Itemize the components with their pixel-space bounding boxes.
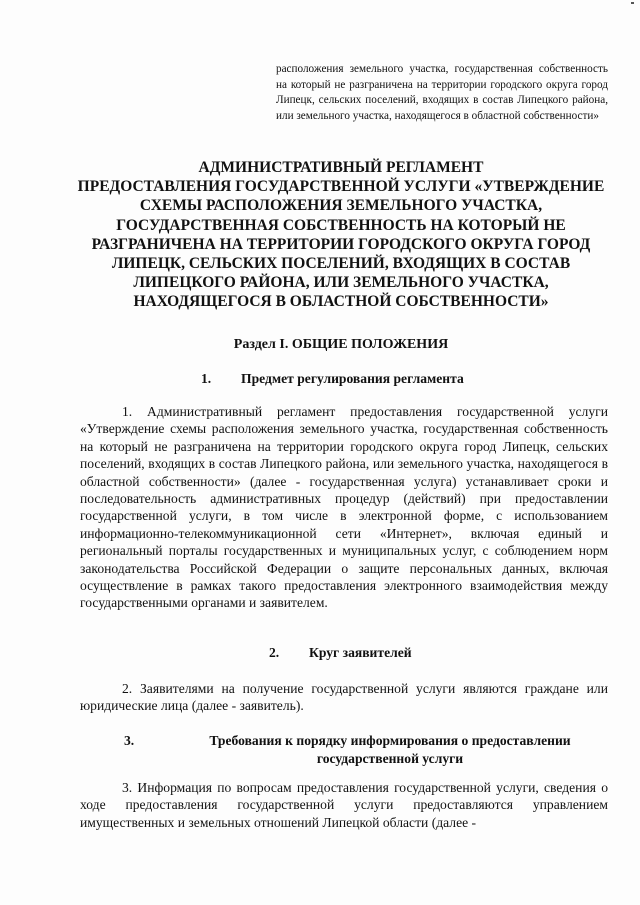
title-line: РАЗГРАНИЧЕНА НА ТЕРРИТОРИИ ГОРОДСКОГО ОКРУГА ГОРОД: [91, 235, 591, 253]
subsection-title: Круг заявителей: [309, 645, 412, 660]
subsection-number: 2.: [269, 645, 280, 660]
subsection-number: 3.: [124, 733, 135, 748]
header-continuation-note: расположения земельного участка, государственная собственность на который не разграничена на территории городского округа город Липецк, сельских поселений, входящих в состав Липецкого района, или земельного участка, находящегося в областной собственности»: [276, 63, 608, 122]
subsection-title-line: государственной услуги: [316, 751, 464, 766]
section-heading: Раздел I. ОБЩИЕ ПОЛОЖЕНИЯ: [233, 337, 449, 352]
scan-artifact: [631, 2, 634, 4]
title-line: ЛИПЕЦК, СЕЛЬСКИХ ПОСЕЛЕНИЙ, ВХОДЯЩИХ В СОСТАВ: [111, 255, 571, 273]
title-line: ПРЕДОСТАВЛЕНИЯ ГОСУДАРСТВЕННОЙ УСЛУГИ «УТВЕРЖДЕНИЕ: [77, 178, 605, 196]
title-line: ГОСУДАРСТВЕННАЯ СОБСТВЕННОСТЬ НА КОТОРЫЙ НЕ: [116, 216, 566, 234]
paragraph-3: 3. Информация по вопросам предоставления государственной услуги, сведения о ходе предоставления государственной услуги предоставляются управлением имущественных и земельных отношений Липецкой области (далее -: [80, 780, 608, 830]
title-line: ЛИПЕЦКОГО РАЙОНА, ИЛИ ЗЕМЕЛЬНОГО УЧАСТКА,: [133, 274, 549, 292]
title-line: СХЕМЫ РАСПОЛОЖЕНИЯ ЗЕМЕЛЬНОГО УЧАСТКА,: [139, 197, 543, 215]
title-line: АДМИНИСТРАТИВНЫЙ РЕГЛАМЕНТ: [198, 159, 484, 176]
subsection-title: Предмет регулирования регламента: [241, 371, 464, 386]
document-title: [66, 158, 616, 312]
paragraph-2: 2. Заявителями на получение государственной услуги являются граждане или юридические лица (далее - заявитель).: [80, 681, 608, 714]
paragraph-1: 1. Административный регламент предоставления государственной услуги «Утверждение схемы расположения земельного участка, государственная собственность на который не разграничена на территории городского округа город Липецк, сельских поселений, входящих в состав Липецкого района, или земельного участка, находящегося в областной собственности» (далее - государственная услуга) устанавливает сроки и последовательность административных процедур (действий) при предоставлении государственной услуги, в том числе в электронной форме, с использованием информационно-телекоммуникационной сети «Интернет», включая единый и региональный порталы государственных и муниципальных услуг, с соблюдением норм законодательства Российской Федерации о защите персональных данных, включая осуществление в рамках такого предоставления электронного взаимодействия между государственными органами и заявителем.: [80, 404, 608, 611]
title-line: НАХОДЯЩЕГОСЯ В ОБЛАСТНОЙ СОБСТВЕННОСТИ»: [133, 293, 549, 311]
subsection-number: 1.: [201, 371, 212, 386]
subsection-title: [166, 732, 614, 768]
subsection-title-line: Требования к порядку информирования о предоставлении: [209, 733, 571, 748]
